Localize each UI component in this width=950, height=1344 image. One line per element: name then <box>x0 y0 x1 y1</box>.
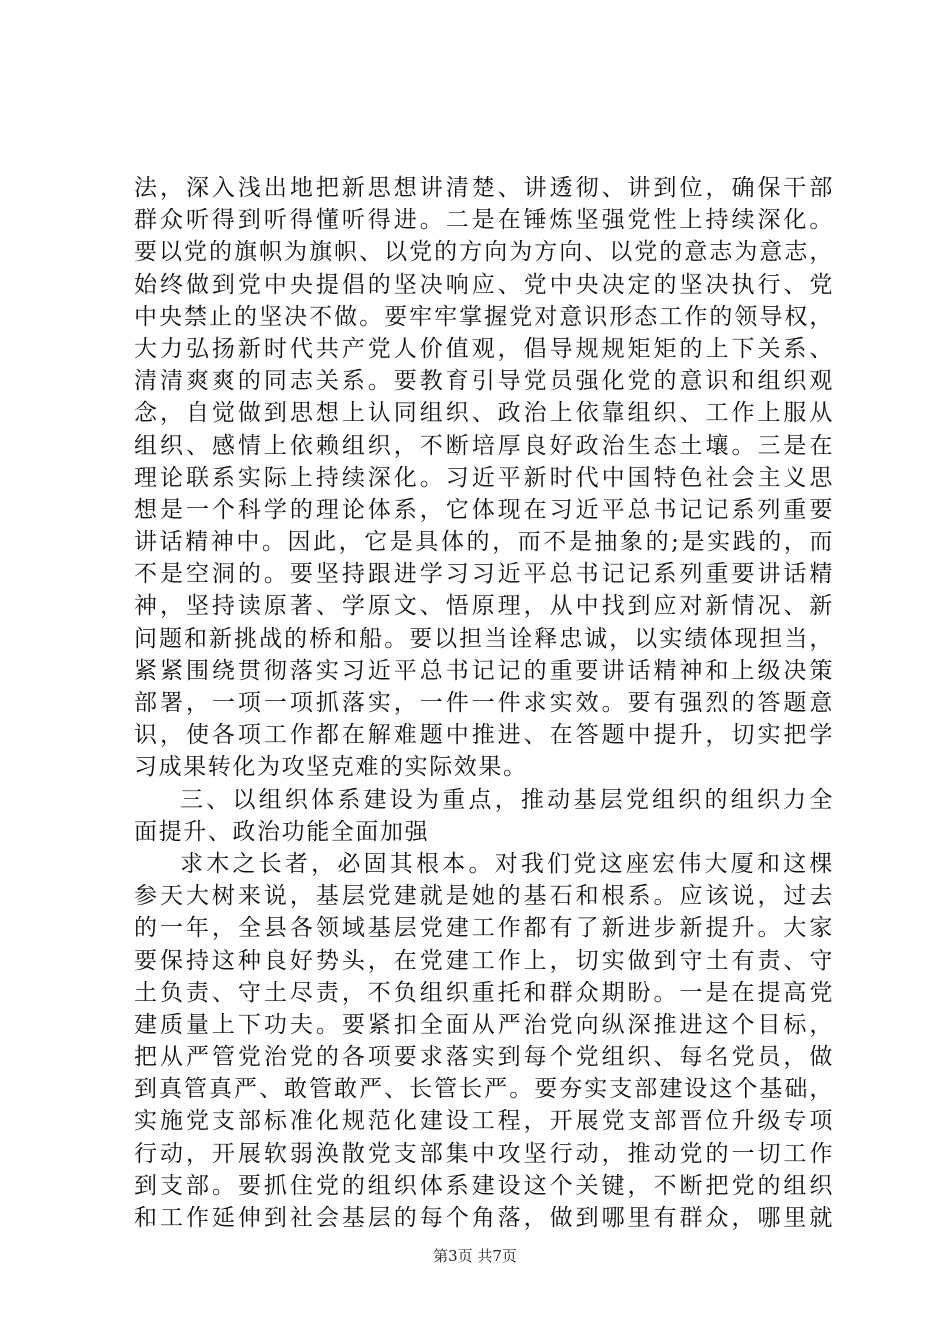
text-line: 参天大树来说，基层党建就是她的基石和根系。应该说，过去 <box>134 883 834 910</box>
text-line: 紧紧围绕贯彻落实习近平总书记记的重要讲话精神和上级决策 <box>134 657 834 684</box>
text-line: 理论联系实际上持续深化。习近平新时代中国特色社会主义思 <box>134 464 834 491</box>
text-line: 讲话精神中。因此，它是具体的，而不是抽象的;是实践的，而 <box>134 529 834 556</box>
text-line: 组织、感情上依赖组织，不断培厚良好政治生态土壤。三是在 <box>134 432 834 459</box>
text-line: 群众听得到听得懂听得进。二是在锤炼坚强党性上持续深化。 <box>134 207 834 234</box>
text-line: 大力弘扬新时代共产党人价值观，倡导规规矩矩的上下关系、 <box>134 335 834 362</box>
text-line: 的一年，全县各领域基层党建工作都有了新进步新提升。大家 <box>134 915 834 942</box>
text-line: 行动，开展软弱涣散党支部集中攻坚行动，推动党的一切工作 <box>134 1140 834 1167</box>
text-line: 中央禁止的坚决不做。要牢牢掌握党对意识形态工作的领导权， <box>134 303 834 330</box>
text-line: 把从严管党治党的各项要求落实到每个党组织、每名党员，做 <box>134 1044 834 1071</box>
text-line: 土负责、守土尽责，不负组织重托和群众期盼。一是在提高党 <box>134 979 834 1006</box>
text-line: 要保持这种良好势头，在党建工作上，切实做到守土有责、守 <box>134 947 834 974</box>
text-line: 到支部。要抓住党的组织体系建设这个关键，不断把党的组织 <box>134 1172 834 1199</box>
text-line: 实施党支部标准化规范化建设工程，开展党支部晋位升级专项 <box>134 1108 834 1135</box>
section-heading: 三、以组织体系建设为重点，推动基层党组织的组织力全 <box>180 786 834 813</box>
text-line: 法，深入浅出地把新思想讲清楚、讲透彻、讲到位，确保干部 <box>134 175 834 201</box>
text-line: 建质量上下功夫。要紧扣全面从严治党向纵深推进这个目标， <box>134 1011 834 1038</box>
text-line: 识，使各项工作都在解难题中推进、在答题中提升，切实把学 <box>134 722 834 749</box>
section-heading: 面提升、政治功能全面加强 <box>134 818 430 845</box>
text-line: 部署，一项一项抓落实，一件一件求实效。要有强烈的答题意 <box>134 690 834 716</box>
text-line: 到真管真严、敢管敢严、长管长严。要夯实支部建设这个基础， <box>134 1076 834 1103</box>
text-line: 神，坚持读原著、学原文、悟原理，从中找到应对新情况、新 <box>134 593 834 620</box>
text-line: 和工作延伸到社会基层的每个角落，做到哪里有群众，哪里就 <box>134 1205 834 1231</box>
text-line: 想是一个科学的理论体系，它体现在习近平总书记记系列重要 <box>134 496 834 523</box>
text-line: 问题和新挑战的桥和船。要以担当诠释忠诚，以实绩体现担当， <box>134 625 834 652</box>
text-line: 念，自觉做到思想上认同组织、政治上依靠组织、工作上服从 <box>134 400 834 427</box>
text-line: 不是空洞的。要坚持跟进学习习近平总书记记系列重要讲话精 <box>134 561 834 588</box>
text-line: 要以党的旗帜为旗帜、以党的方向为方向、以党的意志为意志， <box>134 239 834 266</box>
text-line: 求木之长者，必固其根本。对我们党这座宏伟大厦和这棵 <box>180 850 834 877</box>
text-line: 始终做到党中央提倡的坚决响应、党中央决定的坚决执行、党 <box>134 271 834 298</box>
body-text <box>134 172 834 1234</box>
text-line: 习成果转化为攻坚克难的实际效果。 <box>134 754 528 781</box>
page-number: 第3页 共7页 <box>433 1247 517 1265</box>
text-line: 清清爽爽的同志关系。要教育引导党员强化党的意识和组织观 <box>134 368 834 395</box>
